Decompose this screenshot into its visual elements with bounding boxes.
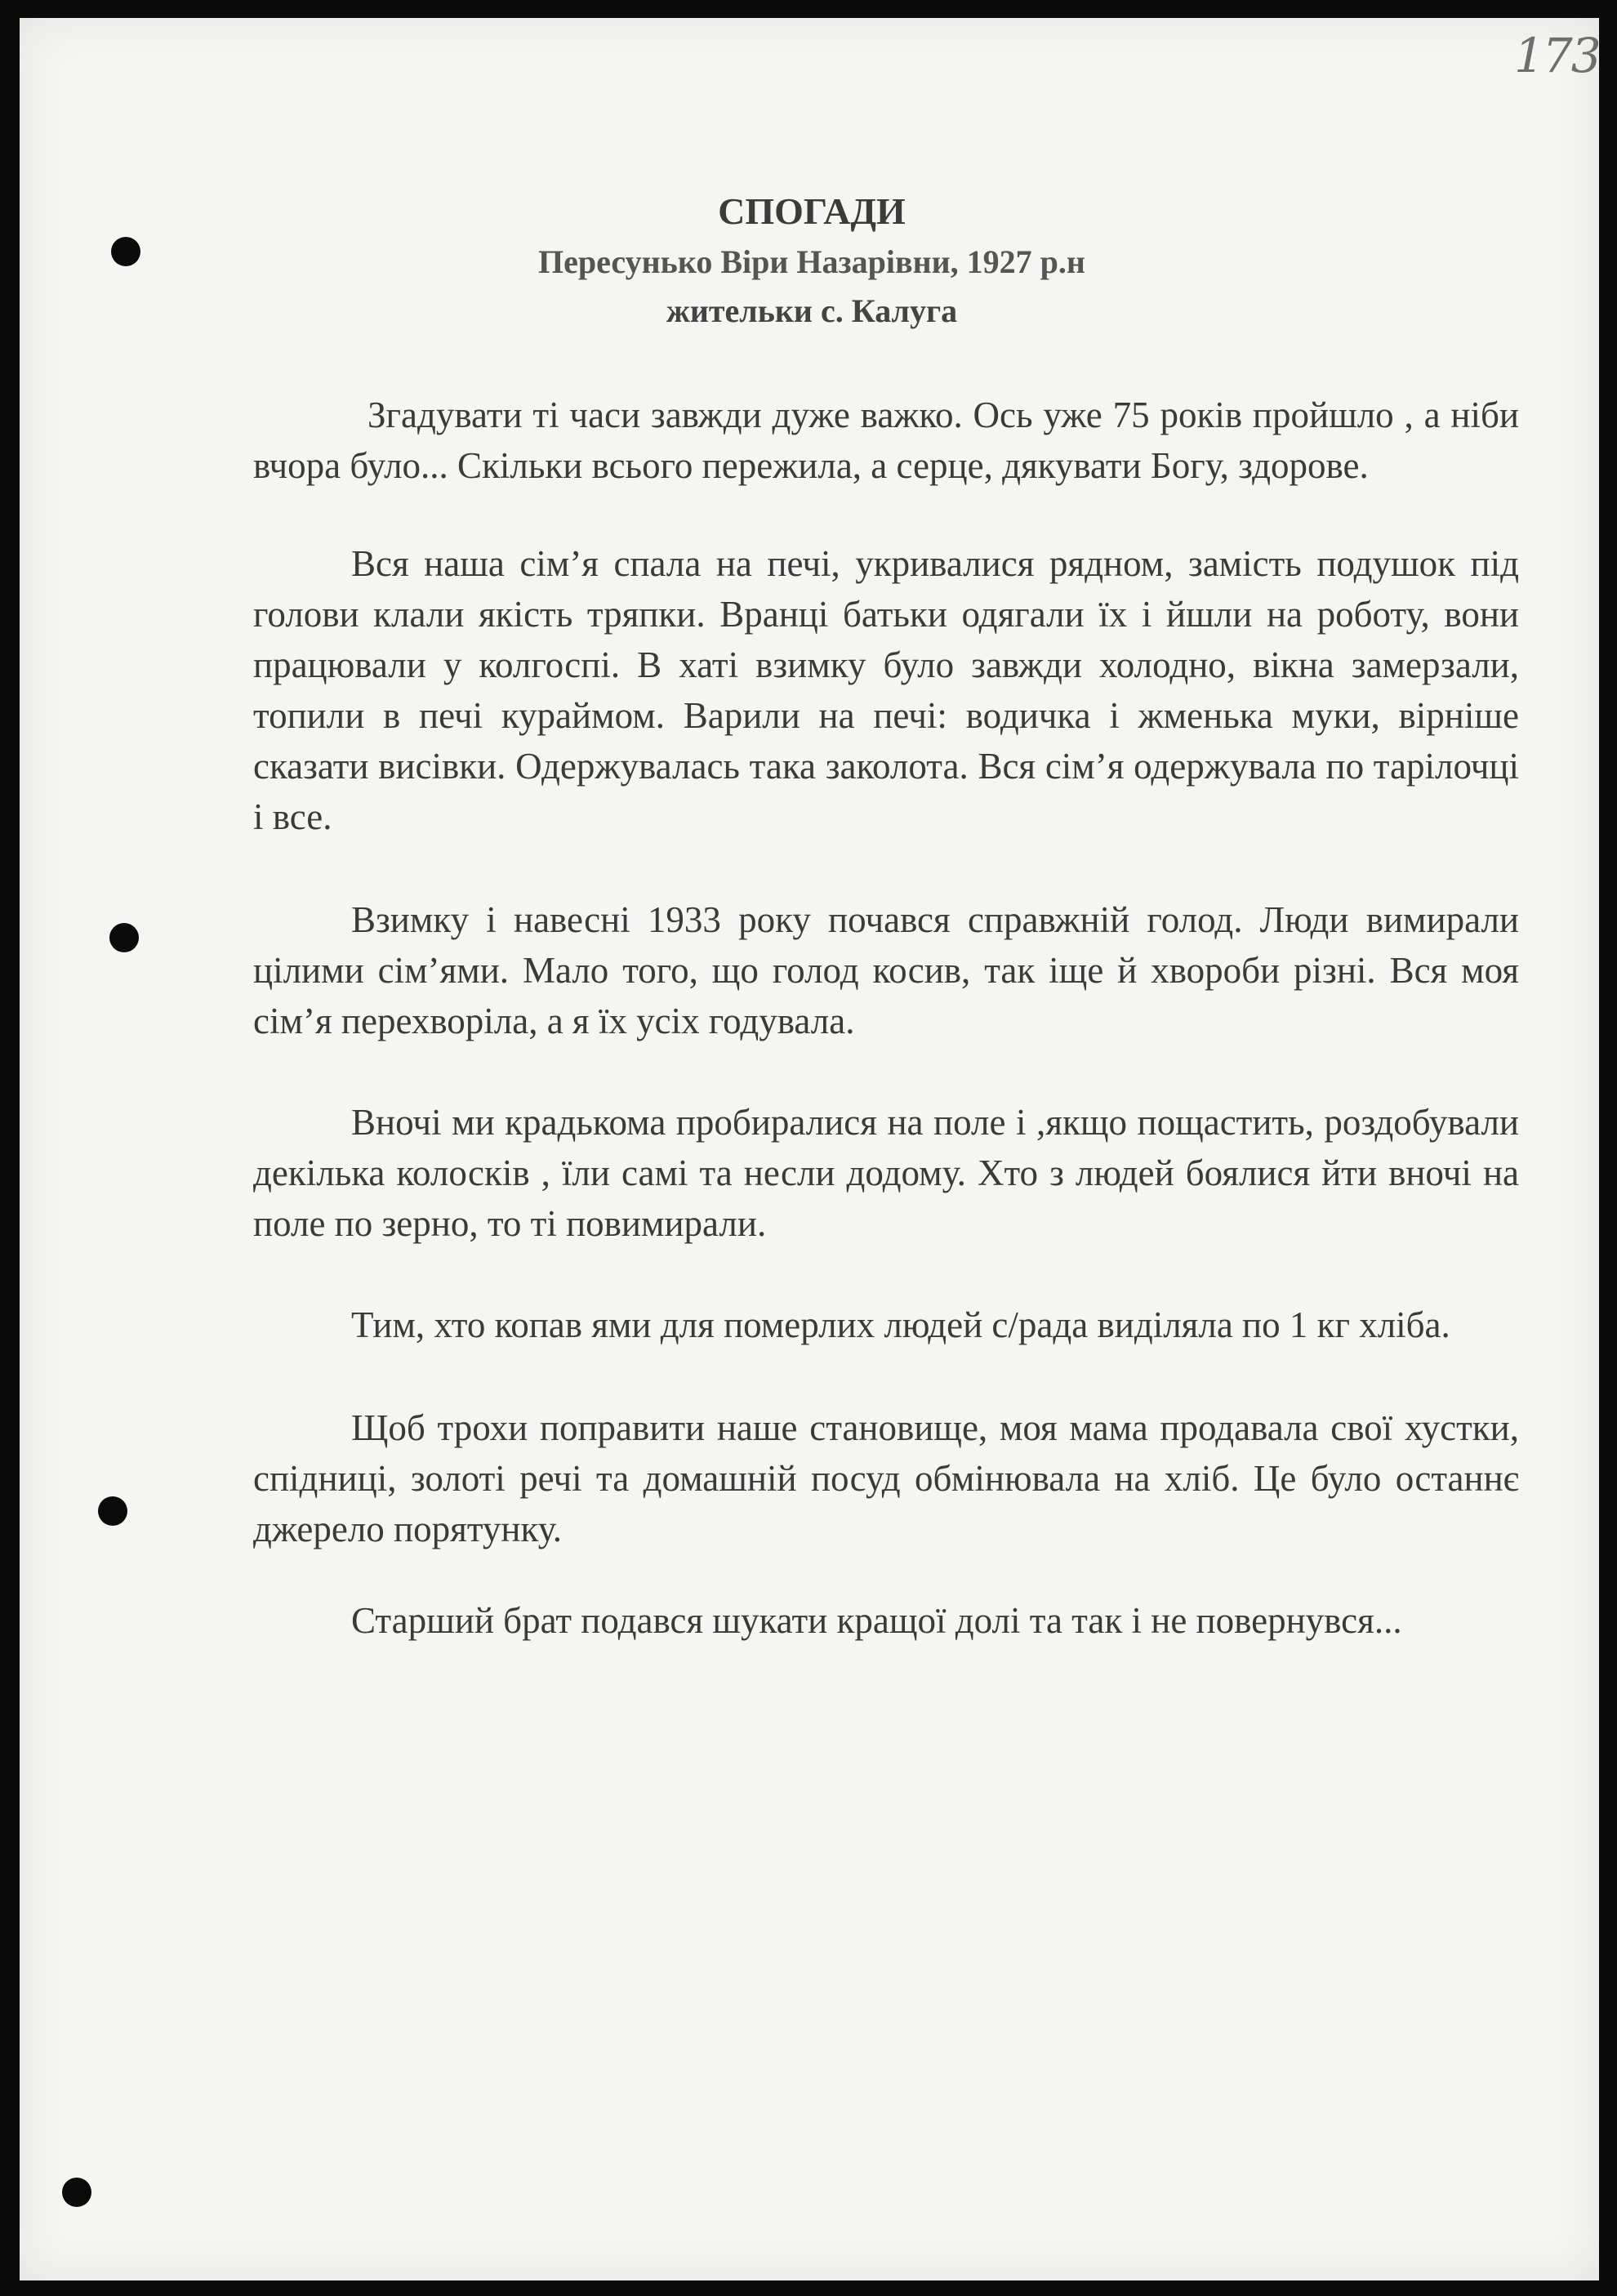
punch-hole [111, 237, 140, 266]
punch-hole [109, 923, 139, 952]
paragraph: Тим, хто копав ями для померлих людей с/рада виділяла по 1 кг хліба. [351, 1304, 1450, 1345]
punch-hole [62, 2178, 91, 2207]
punch-hole [98, 1496, 127, 1526]
document-subtitle: Пересунько Віри Назарівни, 1927 р.н [538, 243, 1085, 280]
paragraph: Взимку і навесні 1933 року почався справжній голод. Люди вимирали цілими сім’ями. Мало того, що голод косив, так іще й хвороби різні. Вся моя сім’я перехворіла, а я їх усіх годувала. [253, 899, 1519, 1041]
document-page [20, 18, 1599, 2280]
paragraph: Вночі ми крадькома пробиралися на поле і ,якщо пощастить, роздобували декілька колосків , їли самі та несли додому. Хто з людей боялися йти вночі на поле по зерно, то ті повимирали. [253, 1102, 1519, 1244]
handwritten-page-number: 173 [1514, 28, 1600, 83]
document-header [265, 185, 1359, 336]
paragraph: Згадувати ті часи завжди дуже важко. Ось уже 75 років пройшло , а ніби вчора було... Скільки всього пережила, а серце, дякувати Богу, здорове. [253, 395, 1519, 486]
paragraph: Щоб трохи поправити наше становище, моя мама продавала свої хустки, спідниці, золоті речі та домашній посуд обмінювала на хліб. Це було останнє джерело порятунку. [253, 1407, 1519, 1549]
paragraph: Старший брат подався шукати кращої долі та так і не повернувся... [351, 1600, 1402, 1641]
document-place: жительки с. Калуга [666, 292, 958, 329]
document-title: СПОГАДИ [718, 190, 906, 232]
document-body [253, 390, 1519, 1646]
paragraph: Вся наша сім’я спала на печі, укривалися рядном, замість подушок під голови клали якість тряпки. Вранці батьки одягали їх і йшли на роботу, вони працювали у колгоспі. В хаті взимку було завжди холодно, вікна замерзали, топили в печі кураймом. Варили на печі: водичка і жменька муки, вірніше сказати висівки. Одержувалась така заколота. Вся сім’я одержувала по тарілочці і все. [253, 543, 1519, 837]
